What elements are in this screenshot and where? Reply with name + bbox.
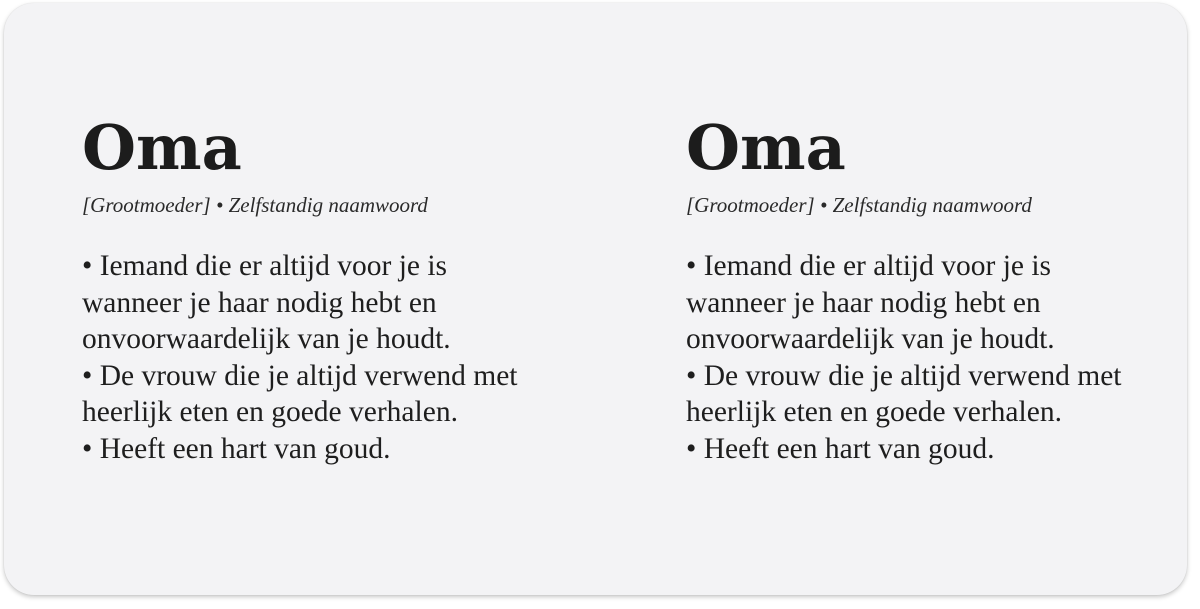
- definition-panel-left: [82, 108, 552, 467]
- definition-item: • Iemand die er altijd voor je is wanneer je haar nodig hebt en onvoorwaardelijk van je houdt.: [82, 250, 451, 355]
- definition-item: • De vrouw die je altijd verwend met heerlijk eten en goede verhalen.: [686, 359, 1122, 428]
- definition-item: • Heeft een hart van goud.: [686, 432, 995, 465]
- definition-list: [686, 248, 1156, 467]
- definition-item: • Heeft een hart van goud.: [82, 432, 391, 465]
- word-subtitle: [Grootmoeder] • Zelfstandig naamwoord: [686, 193, 1032, 217]
- word-title: Oma: [686, 111, 846, 184]
- mousepad-card: [4, 3, 1187, 595]
- definition-item: • De vrouw die je altijd verwend met heerlijk eten en goede verhalen.: [82, 359, 518, 428]
- definition-list: [82, 248, 552, 467]
- definition-item: • Iemand die er altijd voor je is wanneer je haar nodig hebt en onvoorwaardelijk van je houdt.: [686, 250, 1055, 355]
- word-title: Oma: [82, 111, 242, 184]
- definition-panel-right: [686, 108, 1156, 467]
- word-subtitle: [Grootmoeder] • Zelfstandig naamwoord: [82, 193, 428, 217]
